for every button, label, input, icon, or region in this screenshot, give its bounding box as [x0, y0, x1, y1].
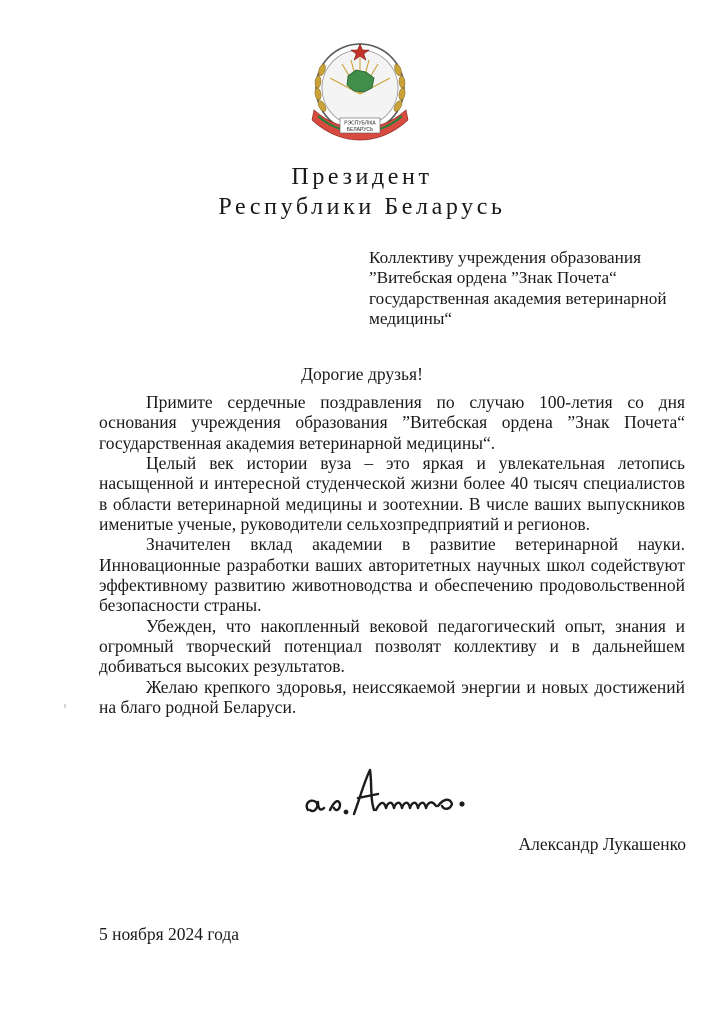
- addressee-block: [369, 248, 689, 330]
- letter-body: [99, 392, 685, 718]
- belarus-state-emblem-icon: [304, 36, 416, 144]
- paper-speck: [64, 704, 66, 708]
- letter-date: 5 ноября 2024 года: [99, 924, 240, 944]
- signer-name: Александр Лукашенко: [518, 834, 686, 854]
- addressee-line: государственная академия ветеринарной: [369, 288, 667, 308]
- greeting: Дорогие друзья!: [301, 364, 423, 384]
- handwritten-signature-icon: [300, 764, 500, 836]
- body-paragraph: Желаю крепкого здоровья, неиссякаемой энергии и новых достижений на благо родной Беларуси.: [99, 676, 685, 718]
- addressee-line: Коллективу учреждения образования: [369, 248, 641, 267]
- heading-president: Президент: [291, 164, 433, 190]
- body-paragraph: Убежден, что накопленный вековой педагогический опыт, знания и огромный творческий потенциал позволят коллективу и в дальнейшем добиваться высоких результатов.: [99, 615, 685, 677]
- addressee-line: ”Витебская ордена ”Знак Почета“: [369, 268, 617, 288]
- addressee-line: медицины“: [369, 309, 452, 329]
- heading-republic: Республики Беларусь: [218, 194, 506, 220]
- body-paragraph: Значителен вклад академии в развитие ветеринарной науки. Инновационные разработки ваших авторитетных научных школ содействуют эффективному развитию животноводства и обеспечению продовольственной безопасности страны.: [99, 534, 685, 616]
- body-paragraph: Целый век истории вуза – это яркая и увлекательная летопись насыщенной и интересной студенческой жизни более 40 тысяч специалистов в области ветеринарной медицины и зоотехнии. В числе ваших выпускников именитые ученые, руководители сельхозпредприятий и регионов.: [99, 453, 685, 535]
- body-paragraph: Примите сердечные поздравления по случаю 100-летия со дня основания учреждения образования ”Витебская ордена ”Знак Почета“ государственная академия ветеринарной медицины“.: [99, 392, 685, 453]
- svg-text:РЭСПУБЛІКА: РЭСПУБЛІКА: [344, 120, 376, 127]
- svg-text:БЕЛАРУСЬ: БЕЛАРУСЬ: [346, 127, 374, 133]
